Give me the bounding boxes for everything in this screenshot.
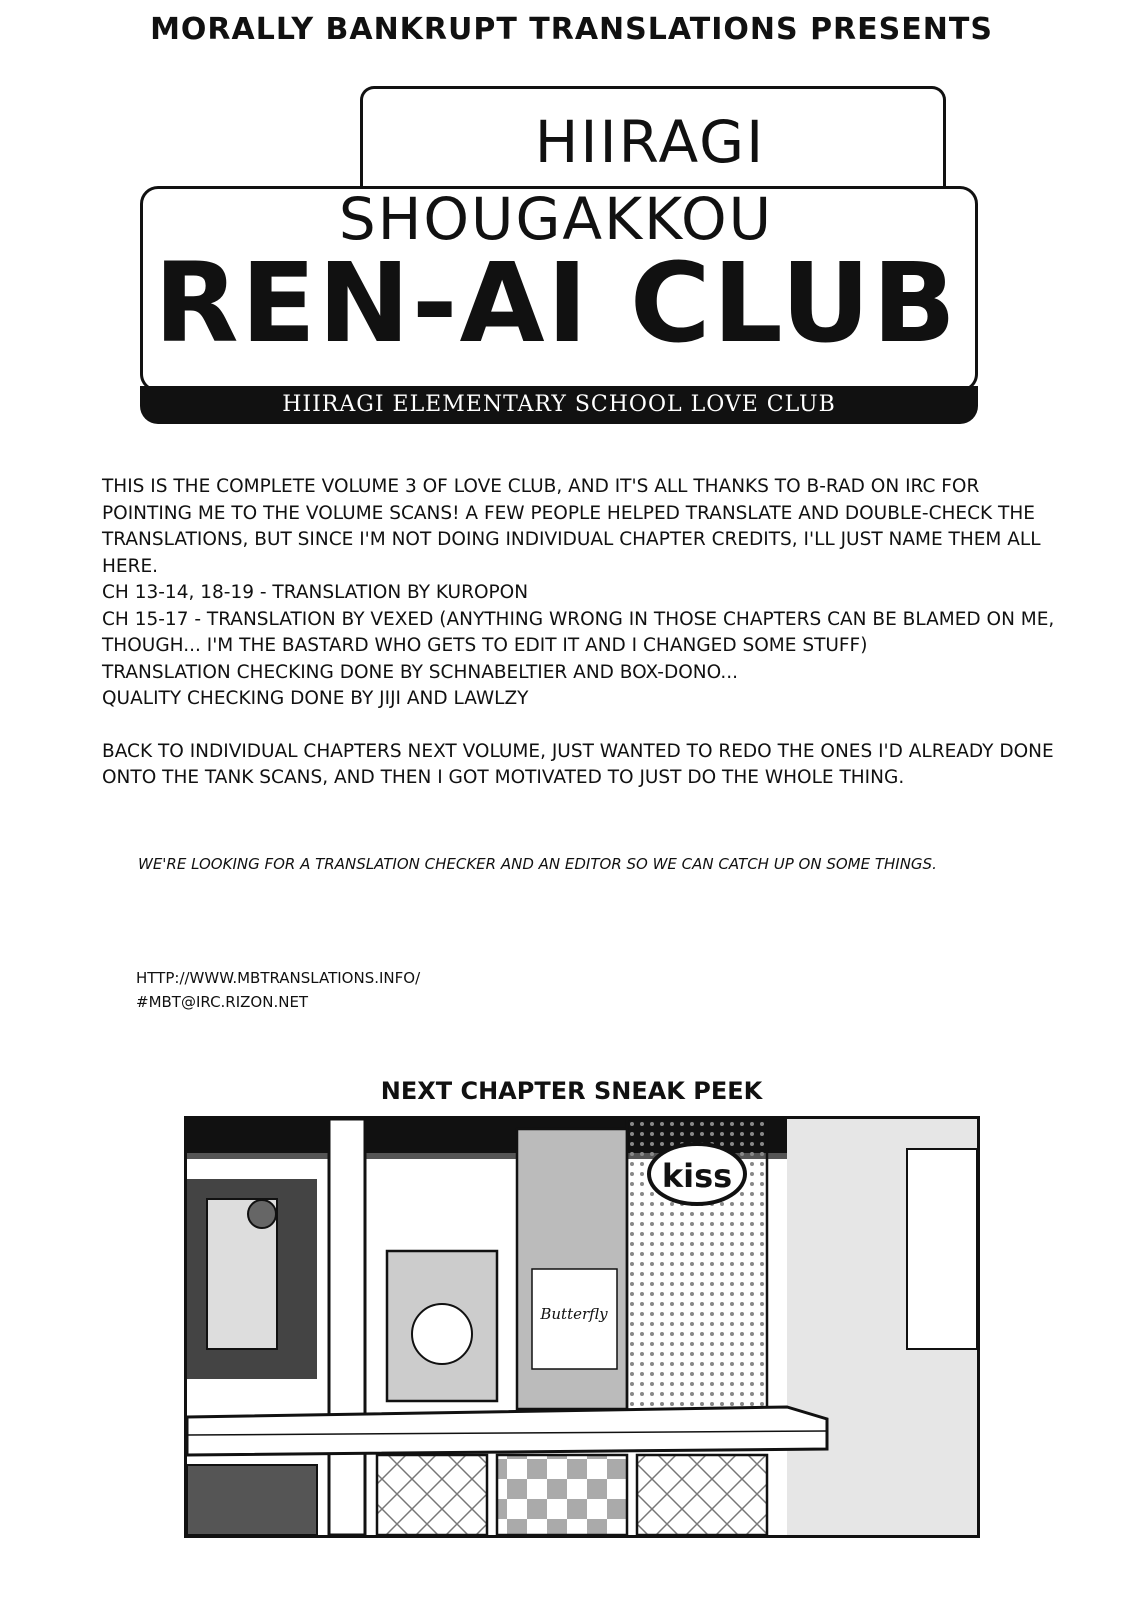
logo-subtitle-bar: HIIRAGI ELEMENTARY SCHOOL LOVE CLUB [140,386,978,424]
website-link[interactable]: HTTP://WWW.MBTRANSLATIONS.INFO/ [136,969,421,987]
kiss-sign: kiss [661,1157,733,1195]
recruitment-note: WE'RE LOOKING FOR A TRANSLATION CHECKER AND AN EDITOR SO WE CAN CATCH UP ON SOME THINGS. [138,855,937,873]
release-notes [102,474,1062,792]
notes-credit-2: CH 15-17 - TRANSLATION BY VEXED (ANYTHING WRONG IN THOSE CHAPTERS CAN BE BLAMED ON ME, THOUGH... I'M THE BASTARD WHO GETS TO EDIT IT AND I CHANGED SOME STUFF) [102,608,1055,656]
notes-intro: THIS IS THE COMPLETE VOLUME 3 OF LOVE CLUB, AND IT'S ALL THANKS TO B-RAD ON IRC FOR POINTING ME TO THE VOLUME SCANS! A FEW PEOPLE HELPED TRANSLATE AND DOUBLE-CHECK THE TRANSLATIONS, BUT SINCE I'M NOT DOING INDIVIDUAL CHAPTER CREDITS, I'LL JUST NAME THEM ALL HERE. [102,476,1041,577]
contact-links [136,966,736,1014]
sneak-peek-panel [184,1116,980,1538]
butterfly-label: Butterfly [540,1305,608,1323]
sign-post [329,1119,365,1535]
logo-title-renai-club: REN-AI CLUB [154,239,958,367]
irc-channel: #MBT@IRC.RIZON.NET [136,993,309,1011]
shop-shelf-illustration [187,1119,977,1535]
sneak-peek-title: NEXT CHAPTER SNEAK PEEK [380,1077,763,1105]
star-box [637,1455,767,1535]
notes-credit-1: CH 13-14, 18-19 - TRANSLATION BY KUROPON [102,582,529,603]
checker-box [497,1455,627,1535]
presents-header: MORALLY BANKRUPT TRANSLATIONS PRESENTS [150,12,993,47]
notes-credit-3: TRANSLATION CHECKING DONE BY SCHNABELTIER AND BOX-DONO... [102,661,739,683]
notes-outro: BACK TO INDIVIDUAL CHAPTERS NEXT VOLUME, JUST WANTED TO REDO THE ONES I'D ALREADY DONE ONTO THE TANK SCANS, AND THEN I GOT MOTIVATED TO JUST DO THE WHOLE THING. [102,740,1054,788]
notes-credit-4: QUALITY CHECKING DONE BY JIJI AND LAWLZY [102,688,529,709]
logo-title-shougakkou: SHOUGAKKOU [338,185,774,253]
logo-title-hiiragi: HIIRAGI [534,108,766,176]
heart-box [377,1455,487,1535]
